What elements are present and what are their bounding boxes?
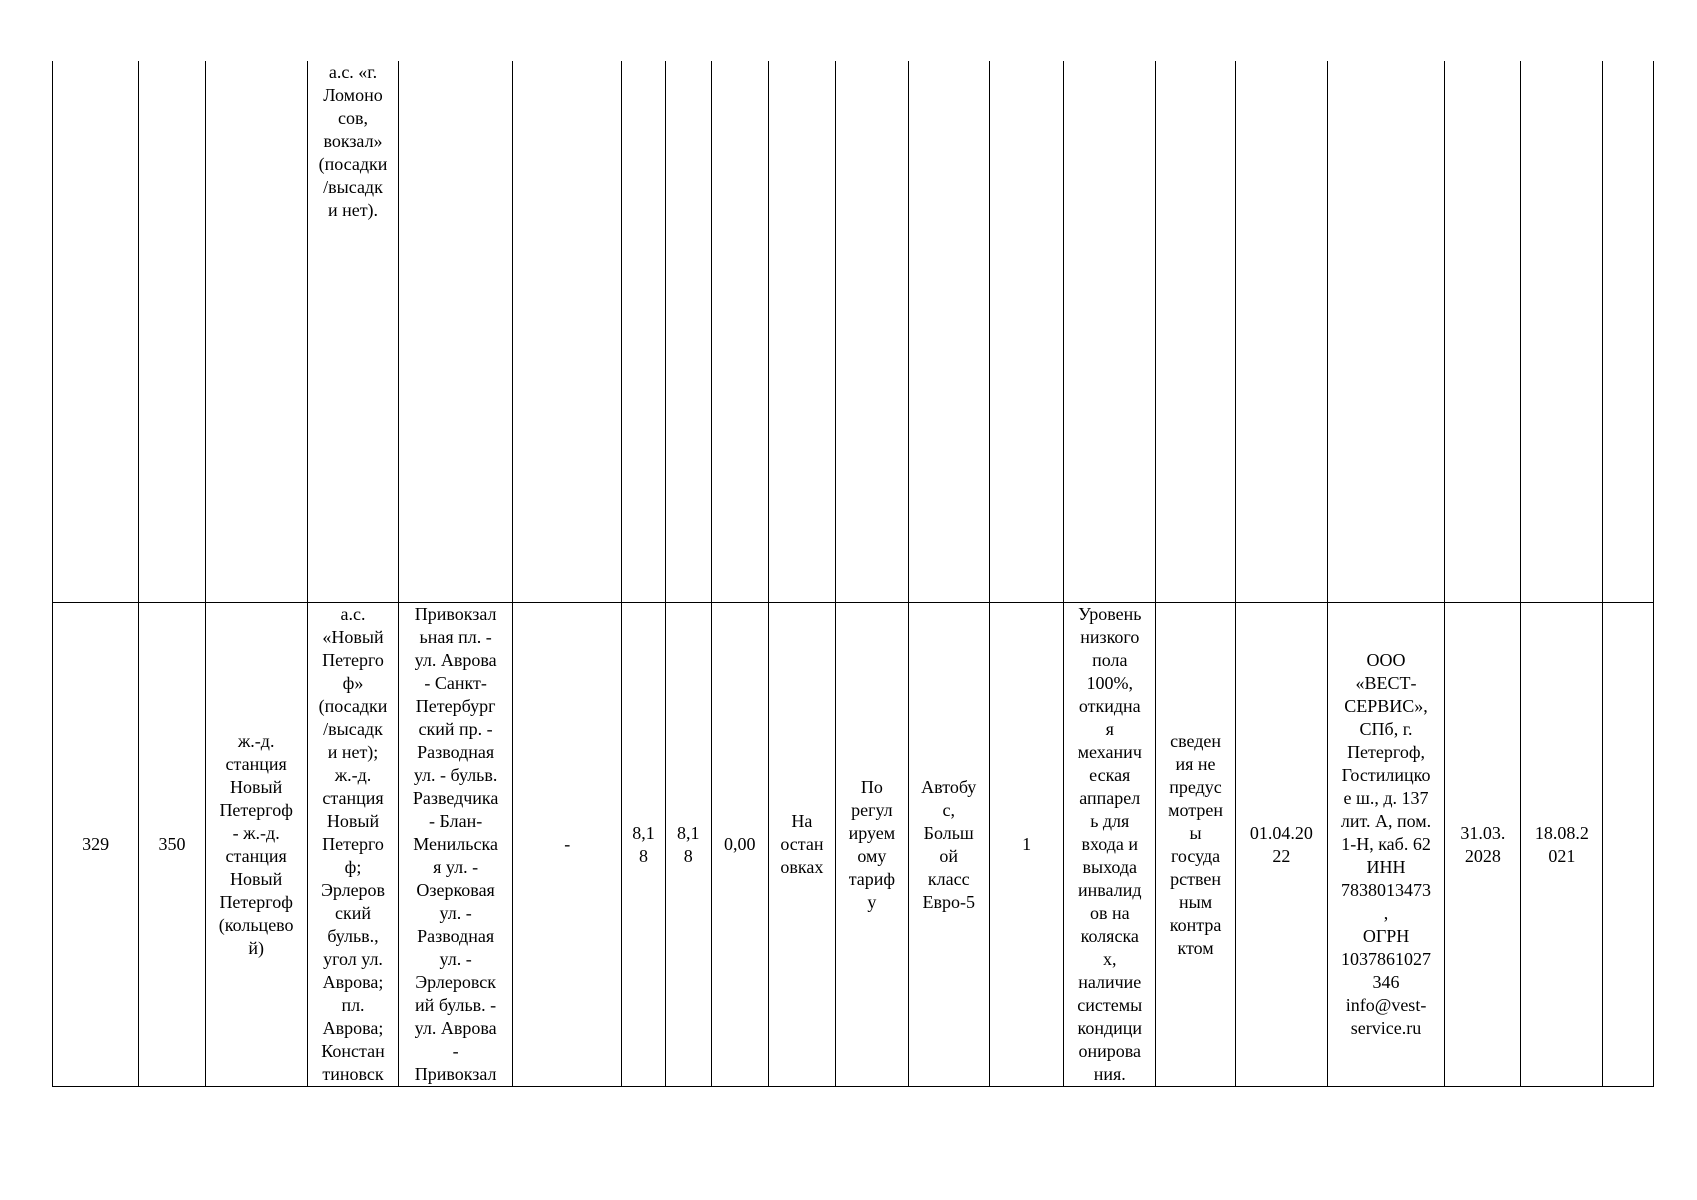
document-page (52, 61, 1654, 1086)
vehicle-type: Автобу с, Больш ой класс Евро-5 (921, 776, 977, 912)
boarding-order-cell (768, 603, 835, 1087)
vehicle-count-cell (989, 603, 1064, 1087)
table-row (53, 603, 1654, 1087)
stops-text: а.с. «г. Ломоно сов, вокзал» (посадки /высадк и нет). (318, 62, 388, 220)
contract-info-cell (1156, 61, 1236, 603)
route-name-cell (205, 603, 307, 1087)
streets-reverse-cell (512, 61, 621, 603)
route-registry-table (52, 61, 1654, 1087)
streets-cell (399, 61, 513, 603)
vehicle-features-cell (1064, 61, 1156, 603)
registry-date-cell (1521, 61, 1603, 603)
streets-reverse-text: - (564, 834, 571, 854)
vehicle-type-cell (908, 603, 989, 1087)
route-number-cell (139, 603, 205, 1087)
boarding-order: На остан овках (780, 811, 824, 877)
stops-text: а.с. «Новый Петерго ф» (посадки /высадк и нет); ж.-д. станция Новый Петерго ф; Эрлеров ский бульв., угол ул. Аврова; пл. Аврова; Констан тиновск (318, 604, 388, 1084)
vehicle-features: Уровень низкого пола 100%, откидна я механич еская аппарел ь для входа и выхода инвалид ов на коляска х, наличие системы кондици онирова ния. (1077, 604, 1143, 1084)
vehicle-features-cell (1064, 603, 1156, 1087)
length-back-cell (665, 603, 711, 1087)
route-number: 350 (158, 834, 186, 854)
streets-text: Привокзал ьная пл. - ул. Аврова - Санкт- Петербург ский пр. - Разводная ул. - бульв. Разведчика - Блан- Менильска я ул. - Озерковая ул. - Разводная ул. - Эрлеровск ий бульв. - ул. Аврова - Привокзал (412, 604, 499, 1084)
tariff-cell (836, 603, 909, 1087)
length-back: 8,1 8 (676, 822, 700, 866)
length-forward-cell (622, 603, 665, 1087)
carrier-cell (1327, 603, 1445, 1087)
route-name: ж.-д. станция Новый Петергоф - ж.-д. станция Новый Петергоф (кольцево й) (218, 730, 294, 958)
streets-reverse-cell (512, 603, 621, 1087)
start-date-cell (1236, 61, 1328, 603)
vehicle-type-cell (908, 61, 989, 603)
route-name-cell (205, 61, 307, 603)
registry-date: 18.08.2 021 (1534, 822, 1589, 866)
boarding-order-cell (768, 61, 835, 603)
vehicle-count-cell (989, 61, 1064, 603)
length-forward: 8,1 8 (632, 822, 655, 866)
route-number-cell (139, 61, 205, 603)
length-back-cell (665, 61, 711, 603)
tariff: По регул ируем ому тариф у (848, 776, 896, 912)
tariff-cell (836, 61, 909, 603)
contract-info: сведен ия не предус мотрен ы госуда рствен ным контра ктом (1168, 730, 1223, 958)
length-extra: 0,00 (724, 834, 756, 854)
notes-cell (1603, 61, 1654, 603)
end-date: 31.03. 2028 (1460, 822, 1506, 866)
start-date-cell (1236, 603, 1328, 1087)
contract-info-cell (1156, 603, 1236, 1087)
stops-cell (307, 61, 399, 603)
length-forward-cell (622, 61, 665, 603)
reg-number-cell (53, 61, 139, 603)
reg-number: 329 (82, 834, 110, 854)
end-date-cell (1445, 603, 1521, 1087)
reg-number-cell (53, 603, 139, 1087)
length-extra-cell (711, 603, 768, 1087)
notes-cell (1603, 603, 1654, 1087)
carrier-cell (1327, 61, 1445, 603)
stops-cell (307, 603, 399, 1087)
registry-date-cell (1521, 603, 1603, 1087)
carrier-info: ООО «ВЕСТ- СЕРВИС», СПб, г. Петергоф, Гостилицко е ш., д. 137 лит. А, пом. 1-Н, каб. 62 ИНН 7838013473 , ОГРН 1037861027 346 info@vest- service.ru (1340, 650, 1432, 1038)
end-date-cell (1445, 61, 1521, 603)
vehicle-count: 1 (1022, 834, 1032, 854)
table-row (53, 61, 1654, 603)
start-date: 01.04.20 22 (1249, 822, 1313, 866)
length-extra-cell (711, 61, 768, 603)
streets-cell (399, 603, 513, 1087)
